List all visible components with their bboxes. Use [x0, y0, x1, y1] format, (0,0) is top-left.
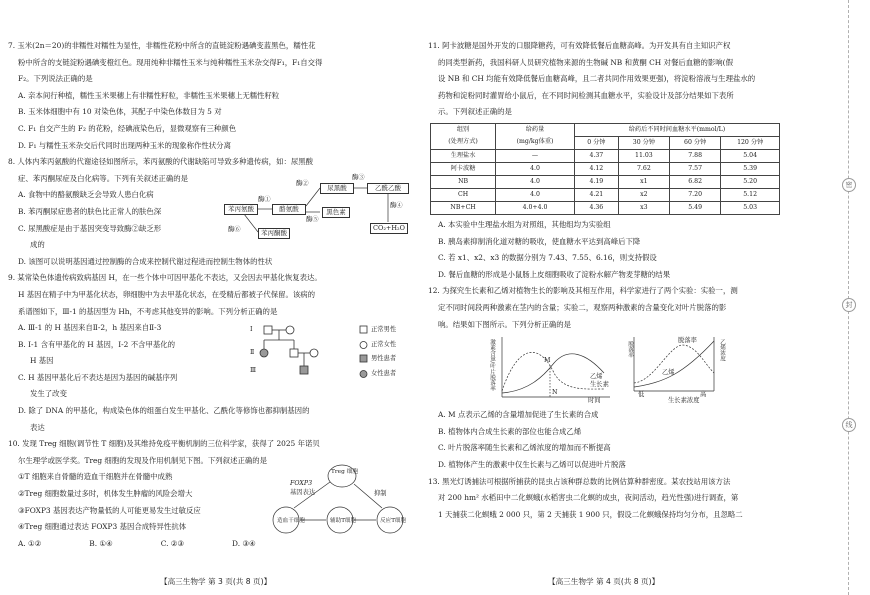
q11-option-d: D. 餐后血糖的形成是小鼠肠上皮细胞吸收了淀粉水解产物麦芽糖的结果 — [438, 269, 671, 279]
q9-option-a: A. Ⅲ-1 的 H 基因来自Ⅱ-2，h 基因来自Ⅱ-3 — [18, 323, 162, 333]
question-11 — [428, 38, 780, 283]
treg-cell-label: Treg 细胞 — [331, 469, 359, 476]
table-time-0: 0 分钟 — [574, 136, 618, 149]
generation-1-label: Ⅰ — [250, 326, 253, 334]
q13-stem-2: 对 200 hm² 水稻田中二化螟蛾(水稻害虫二化螟的成虫，夜间活动，趋光性强)进行调查，第 — [438, 493, 739, 503]
q8-option-c-cont: 成的 — [30, 240, 45, 250]
chart2-xlabel: 生长素浓度 — [668, 397, 700, 405]
phenylalanine-box: 苯丙氨酸 — [224, 204, 258, 215]
q11-stem-3: 设 NB 和 CH 均能有效降低餐后血糖高峰，且二者共同作用效果更强)，将淀粉溶液与生理盐水的 — [438, 74, 756, 84]
q9-option-d: D. 除了 DNA 的甲基化，构成染色体的组蛋白发生甲基化、乙酰化等修饰也都抑制基因的 — [18, 406, 310, 416]
suppress-label: 抑制 — [374, 490, 387, 498]
chart1-auxin-label: 生长素 — [590, 381, 609, 389]
question-8 — [8, 154, 418, 270]
footer-page-4: 【高三生物学 第 4 页(共 8 页)】 — [548, 577, 660, 586]
q10-option-d: D. ③④ — [232, 538, 256, 548]
q10-item-3: ③FOXP3 基因表达产物量低的人可能更易发生过敏反应 — [18, 505, 201, 515]
chart2-curve-abscission: 脱落率 — [678, 337, 697, 345]
acetoacetate-box: 乙酰乙酸 — [367, 183, 409, 194]
q7-option-b: B. 玉米体细胞中有 10 对染色体，其配子中染色体数目为 5 对 — [18, 107, 222, 117]
footer-page-3: 【高三生物学 第 3 页(共 8 页)】 — [160, 577, 272, 586]
q10-stem-2: 尔生理学或医学奖。Treg 细胞的发现及作用机制见下图。下列叙述正确的是 — [18, 455, 268, 465]
q10-option-a: A. ①② — [18, 538, 42, 548]
q12-stem-2: 定不同时间段两种激素在茎内的含量；实验二，观察两种激素的含量变化对叶片脱落的影 — [438, 302, 727, 312]
legend-normal-female: 正常女性 — [371, 341, 397, 349]
question-13 — [428, 474, 780, 524]
q9-option-c-cont: 发生了改变 — [30, 389, 67, 399]
enzyme-6-label: 酶⑥ — [228, 226, 241, 234]
q12-option-b: B. 植物体内合成生长素的部位也能合成乙烯 — [438, 426, 582, 436]
q12-figures — [428, 333, 780, 407]
q7-option-d: D. F₁ 与糯性玉米杂交后代同时出现两种玉米的现象称作性状分离 — [18, 140, 231, 150]
chart2-ylabel-left: 脱落率 — [627, 341, 633, 358]
margin-char-2: 封 — [842, 298, 856, 312]
q10-option-c: C. ②③ — [160, 538, 185, 548]
co2-water-box: CO₂+H₂O — [370, 223, 408, 234]
q8-stem-2: 症、苯丙酮尿症及白化病等。下列有关叙述正确的是 — [18, 173, 188, 183]
q13-stem-1: 13. 黑光灯诱捕法可根据所捕获的昆虫占该种群总数的比例估算种群密度。某农技站用该方法 — [428, 476, 731, 486]
legend-affected-female: 女性患者 — [371, 370, 397, 378]
q7-option-a: A. 亲本间行种植，糯性玉米果穗上有非糯性籽粒，非糯性玉米果穗上无糯性籽粒 — [18, 90, 280, 100]
enzyme-4-label: 酶④ — [390, 202, 403, 210]
homogentisic-acid-box: 尿黑酸 — [320, 183, 354, 194]
margin-char-1: 密 — [842, 178, 856, 192]
question-9 — [8, 270, 418, 436]
q9-stem-1: 9. 某常染色体遗传病致病基因 H，在一些个体中可因甲基化不表达，又会因去甲基化恢复表达。 — [8, 273, 322, 283]
q12-option-a: A. M 点表示乙烯的含量增加促进了生长素的合成 — [438, 410, 599, 420]
table-header-dose: 给药量 (mg/kg体重) — [496, 123, 575, 149]
q7-stem-2: 粉中所含的支链淀粉遇碘变橙红色。现用纯种非糯性玉米与纯种糯性玉米杂交得F₁，F₁自交得 — [18, 57, 323, 67]
enzyme-1-label: 酶① — [258, 196, 271, 204]
q11-option-a: A. 本实验中生理盐水组为对照组，其他组均为实验组 — [438, 219, 611, 229]
metabolism-diagram — [224, 176, 414, 242]
q9-option-b: B. Ⅰ-1 含有甲基化的 H 基因，Ⅰ-2 不含甲基化的 — [18, 339, 176, 349]
left-page — [8, 38, 418, 552]
table-header-glucose: 给药后不同时间血糖水平(mmol/L) — [574, 123, 779, 136]
q8-option-d: D. 该图可以说明基因通过控制酶的合成来控制代谢过程进而控制生物体的性状 — [18, 256, 273, 266]
right-page — [428, 38, 780, 523]
enzyme-5-label: 酶⑤ — [306, 216, 319, 224]
q7-stem-1: 7. 玉米(2n＝20)的非糯性对糯性为显性，非糯性花粉中所含的直链淀粉遇碘变蓝黑色，糯性花 — [8, 41, 316, 50]
chart1-xlabel: 时间 — [588, 397, 601, 405]
chart2-curve-ethylene: 乙烯 — [662, 369, 675, 377]
q9-option-d-cont: 表达 — [30, 422, 45, 432]
q11-option-c: C. 若 x1、x2、x3 的数据分别为 7.43、7.55、6.16，则支持假设 — [438, 253, 657, 263]
q12-option-d: D. 植物体产生的激素中仅生长素与乙烯可以促进叶片脱落 — [438, 459, 626, 469]
q8-option-b: B. 苯丙酮尿症患者的肤色比正常人的肤色深 — [18, 206, 162, 216]
chart1-ethylene-label: 乙烯 — [590, 373, 603, 381]
phenylpyruvate-box: 苯丙酮酸 — [258, 228, 290, 239]
chart2-high: 高 — [700, 391, 707, 399]
question-12 — [428, 283, 780, 473]
table-header-group: 组别 (处理方式) — [431, 123, 496, 149]
gene-expression-label: 基因表达 — [290, 489, 316, 497]
legend-affected-male: 男性患者 — [371, 355, 397, 363]
q7-stem-3: F₂。下列说法正确的是 — [18, 74, 93, 84]
question-10 — [8, 436, 418, 552]
table-time-120: 120 分钟 — [721, 136, 780, 149]
stem-cell-label: 造血干细胞 — [277, 518, 305, 525]
q8-option-a: A. 食物中的酪氨酸缺乏会导致人患白化病 — [18, 190, 154, 200]
chart1-ylabel: 激素含量/叶片脱落率 — [489, 339, 495, 392]
treg-diagram — [270, 462, 412, 538]
foxp3-label: FOXP3 — [290, 480, 313, 488]
q9-option-c: C. H 基因甲基化后不表达是因为基因的碱基序列 — [18, 372, 178, 382]
melanin-box: 黑色素 — [322, 207, 350, 218]
chart2-ylabel-right: 乙烯浓度 — [719, 339, 725, 362]
table-time-60: 60 分钟 — [670, 136, 721, 149]
q11-option-b: B. 胰岛素抑制消化道对糖的吸收，使血糖水平达到高峰后下降 — [438, 236, 641, 246]
table-row: 生理盐水 — 4.37 11.03 7.88 5.04 — [431, 149, 780, 162]
q11-stem-2: 的同类型新药，我国科研人员研究植物来源的生物碱 NB 和黄酮 CH 对餐后血糖的影响(假 — [438, 57, 733, 67]
q12-stem-1: 12. 为探究生长素和乙烯对植物生长的影响及其相互作用，科学家进行了两个实验：实验一，测 — [428, 286, 738, 296]
q10-options — [8, 536, 418, 553]
table-row: CH 4.0 4.21 x2 7.20 5.12 — [431, 188, 780, 201]
chart2-low: 低 — [638, 391, 645, 399]
q10-option-b: B. ①④ — [89, 538, 113, 548]
q11-stem-5: 示。下列叙述正确的是 — [438, 107, 512, 117]
q9-stem-2: H 基因在精子中为甲基化状态，卵细胞中为去甲基化状态，在受精后都被子代保留。该病的 — [18, 289, 316, 299]
q8-option-c: C. 尿黑酸症是由于基因突变导致酶②缺乏形 — [18, 223, 162, 233]
generation-2-label: Ⅱ — [250, 349, 255, 357]
enzyme-3-label: 酶③ — [352, 174, 365, 182]
chart1-point-m: M — [544, 357, 551, 365]
reactive-t-label: 反应T细胞 — [380, 518, 407, 525]
q10-stem-1: 10. 发现 Treg 细胞(调节性 T 细胞)及其维持免疫平衡机制的三位科学家，获得了 2025 年诺贝 — [8, 439, 320, 449]
glucose-table — [430, 123, 780, 215]
table-row: 阿卡波糖 4.0 4.12 7.62 7.57 5.39 — [431, 162, 780, 175]
q11-stem-4: 药物和淀粉同时灌胃给小鼠后，在不同时间检测其血糖水平，实验设计及部分结果如下表所 — [438, 90, 734, 100]
q11-stem-1: 11. 阿卡波糖是国外开发的口服降糖药，可有效降低餐后血糖高峰。为开发具有自主知识产权 — [428, 41, 731, 50]
chart1-point-n: N — [552, 389, 558, 397]
legend-normal-male: 正常男性 — [371, 326, 397, 334]
generation-3-label: Ⅲ — [250, 367, 257, 375]
margin-char-3: 线 — [842, 418, 856, 432]
q10-item-2: ②Treg 细胞数量过多时，机体发生肿瘤的风险会增大 — [18, 489, 193, 499]
q7-option-c: C. F₁ 自交产生的 F₂ 的花粉，经碘液染色后，显微观察有三种颜色 — [18, 123, 237, 133]
q10-item-1: ①T 细胞来自骨髓的造血干细胞并在骨髓中成熟 — [18, 472, 173, 482]
q10-item-4: ④Treg 细胞通过表达 FOXP3 基因合成特异性抗体 — [18, 522, 187, 532]
q13-stem-3: 1 天捕获二化螟蛾 2 000 只，第 2 天捕获 1 900 只，假设二化螟蛾保持均匀分布，且忽略二 — [438, 509, 743, 519]
enzyme-2-label: 酶② — [296, 180, 309, 188]
table-row: NB+CH 4.0+4.0 4.36 x3 5.49 5.03 — [431, 201, 780, 214]
q12-stem-3: 响。结果如下图所示。下列分析正确的是 — [438, 319, 572, 329]
q9-stem-3: 系谱图如下，Ⅲ-1 的基因型为 Hh，不考虑其他变异的影响。下列分析正确的是 — [18, 306, 278, 316]
table-time-30: 30 分钟 — [618, 136, 669, 149]
helper-t-label: 辅助T细胞 — [330, 518, 357, 525]
q12-option-c: C. 叶片脱落率随生长素和乙烯浓度的增加而不断提高 — [438, 443, 611, 453]
q9-option-b-cont: H 基因 — [30, 356, 54, 366]
tyrosine-box: 酪氨酸 — [272, 204, 306, 215]
table-row: NB 4.0 4.19 x1 6.82 5.20 — [431, 175, 780, 188]
q8-stem-1: 8. 人体内苯丙氨酸的代谢途径如图所示，苯丙氨酸的代谢缺陷可导致多种遗传病，如：尿黑酸 — [8, 157, 314, 167]
pedigree-chart — [250, 322, 410, 402]
question-7 — [8, 38, 418, 154]
